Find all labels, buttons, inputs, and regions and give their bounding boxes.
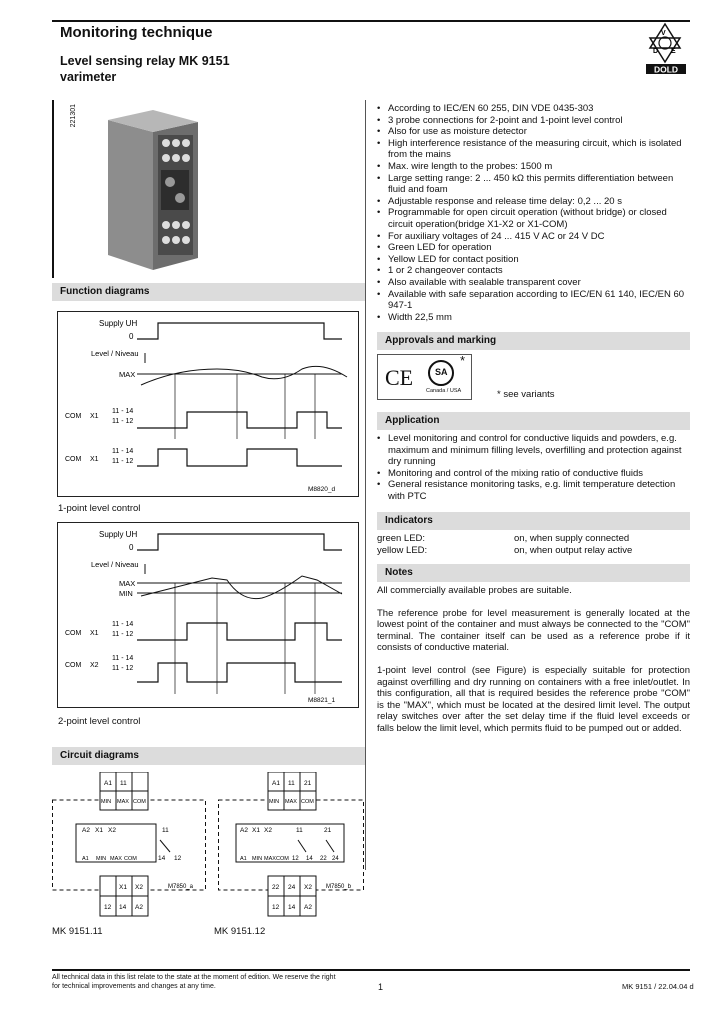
footer-disclaimer [52, 973, 336, 991]
d1-caption: 1-point level control [58, 503, 141, 514]
application-item: • General resistance monitoring tasks, e.g. limit temperature detection with PTC [377, 479, 692, 502]
left-term-bottom: X2 [135, 884, 143, 891]
feature-item: • For auxiliary voltages of 24 ... 415 V AC or 24 V DC [377, 231, 692, 243]
left-term-top: MIN [101, 799, 112, 805]
feature-item: • High interference resistance of the measuring circuit, which is isolated from the mains [377, 138, 692, 161]
d1-contact2-label-b: 11 - 12 [112, 458, 134, 465]
left-term-bottom: A2 [135, 904, 143, 911]
left-term-bottom: 12 [104, 904, 112, 911]
disclaimer-line: for technical improvements and changes at any time. [52, 983, 216, 990]
feature-item: • Max. wire length to the probes: 1500 m [377, 161, 692, 173]
application-list [377, 433, 692, 503]
right-term-mid: X1 [252, 827, 260, 834]
right-term-top: 11 [288, 780, 295, 787]
circuit-right-caption: MK 9151.12 [214, 926, 266, 937]
right-term-bottom: 14 [288, 904, 296, 911]
approval-marks [377, 354, 472, 400]
left-term-bottom: 14 [119, 904, 127, 911]
right-term-low: 24 [332, 856, 339, 862]
left-term-bottom: X1 [119, 884, 127, 891]
left-term-mid: X1 [95, 827, 103, 834]
right-term-top: COM [301, 799, 314, 805]
d2-zero-label: 0 [129, 543, 134, 552]
d2-code: M8821_1 [308, 697, 336, 704]
product-subtitle [60, 53, 230, 85]
d1-contact1-label-b: 11 - 14 [112, 448, 134, 455]
indicator-label: green LED: [377, 533, 426, 544]
left-term-mid: X2 [108, 827, 116, 834]
right-term-bottom: 22 [272, 884, 280, 891]
left-term-low: 14 [158, 855, 166, 862]
indicator-row [377, 545, 690, 557]
feature-item: • 1 or 2 changeover contacts [377, 265, 692, 277]
right-code: M7850_b [326, 884, 352, 890]
function-diagram-1 [57, 311, 359, 497]
indicator-value: on, when output relay active [514, 545, 633, 556]
subtitle-line-1: Level sensing relay MK 9151 [60, 54, 230, 68]
function-diagrams-heading: Function diagrams [52, 283, 365, 301]
notes-body [377, 585, 690, 735]
logo-dold: DOLD [653, 64, 679, 74]
circuit-diagrams-heading: Circuit diagrams [52, 747, 365, 765]
left-term-low: A1 [82, 856, 89, 862]
left-term-mid: 11 [162, 827, 169, 834]
right-term-mid: X2 [264, 827, 272, 834]
right-term-low: 14 [306, 856, 313, 862]
approval-star: * [460, 353, 466, 368]
indicator-label: yellow LED: [377, 545, 428, 556]
d2-caption: 2-point level control [58, 716, 141, 727]
feature-item: • Large setting range: 2 ... 450 kΩ this permits differentiation between fluid and foam [377, 173, 692, 196]
top-rule [52, 20, 690, 22]
right-term-mid: 11 [296, 827, 303, 834]
left-term-low: COM [124, 856, 137, 862]
indicator-value: on, when supply connected [514, 533, 630, 544]
relay-photo [98, 110, 208, 275]
left-term-top: A1 [104, 780, 112, 787]
logo-letter-e: E [671, 48, 676, 55]
right-term-bottom: A2 [304, 904, 312, 911]
left-term-mid: A2 [82, 827, 90, 834]
footer-rule [52, 969, 690, 971]
d2-com-label: COM [65, 630, 82, 637]
right-term-top: 21 [304, 780, 312, 787]
d2-contact1-label-b: 11 - 14 [112, 655, 134, 662]
d1-com-label: COM [65, 413, 82, 420]
d2-max-label: MAX [119, 579, 136, 588]
right-term-bottom: 24 [288, 884, 296, 891]
right-term-mid: 21 [324, 827, 332, 834]
page-number: 1 [378, 982, 384, 992]
d2-level-label: Level / Niveau [91, 560, 139, 569]
right-term-low: 22 [320, 856, 327, 862]
d1-code: M8820_d [308, 486, 336, 493]
d1-x1-label-b: X1 [90, 456, 99, 463]
d1-x1-label: X1 [90, 413, 99, 420]
page-title: Monitoring technique [60, 24, 213, 41]
left-term-top: MAX [117, 799, 129, 805]
photo-code: 221301 [70, 104, 77, 128]
right-term-top: MAX [285, 799, 297, 805]
left-term-low: MAX [110, 856, 122, 862]
logo-letter-v: V [661, 30, 666, 37]
left-term-top: 11 [120, 780, 127, 787]
d2-contact2-label: 11 - 12 [112, 631, 134, 638]
notes-paragraph: All commercially available probes are suitable. [377, 585, 572, 596]
right-term-low: A1 [240, 856, 247, 862]
feature-item: • Green LED for operation [377, 242, 692, 254]
d1-contact1-label: 11 - 14 [112, 408, 134, 415]
d2-contact2-label-b: 11 - 12 [112, 665, 134, 672]
d1-level-label: Level / Niveau [91, 349, 139, 358]
d1-com-label-b: COM [65, 456, 82, 463]
approvals-heading: Approvals and marking [377, 332, 690, 350]
approvals-note: * see variants [497, 389, 555, 400]
indicators-table [377, 533, 690, 557]
column-divider [365, 100, 366, 870]
right-term-bottom: X2 [304, 884, 312, 891]
feature-item: • Also for use as moisture detector [377, 126, 692, 138]
d1-contact2-label: 11 - 12 [112, 418, 134, 425]
right-term-top: A1 [272, 780, 280, 787]
document-code: MK 9151 / 22.04.04 d [622, 982, 694, 991]
circuit-diagram-left [52, 772, 207, 922]
subtitle-line-2: varimeter [60, 70, 117, 84]
d2-contact1-label: 11 - 14 [112, 621, 134, 628]
right-term-low: 12 [292, 856, 299, 862]
feature-item: • Yellow LED for contact position [377, 254, 692, 266]
feature-item: • Adjustable response and release time delay: 0,2 ... 20 s [377, 196, 692, 208]
feature-item: • Available with safe separation according to IEC/EN 61 140, IEC/EN 60 947-1 [377, 289, 692, 312]
notes-paragraph: 1-point level control (see Figure) is especially suitable for protection against overfilling and dry running on containers with a free inlet/outlet. In this configuration, all that is required besides the reference probe "COM" is the "MAX", which must be located at the desired limit level. The output relay switches over after the set delay time if the fluid level exceeds or falls below the limit level, which permits fluid to be pumped out or added. [377, 664, 690, 734]
d2-min-label: MIN [119, 589, 133, 598]
d2-com-label-b: COM [65, 662, 82, 669]
indicators-heading: Indicators [377, 512, 690, 530]
application-item: • Monitoring and control of the mixing ratio of conductive fluids [377, 468, 692, 480]
d1-supply-label: Supply UH [99, 319, 138, 328]
right-term-low: COM [276, 856, 289, 862]
feature-item: • According to IEC/EN 60 255, DIN VDE 0435-303 [377, 103, 692, 115]
d1-max-label: MAX [119, 370, 136, 379]
photo-frame [52, 100, 365, 278]
left-term-low: 12 [174, 855, 182, 862]
feature-list [377, 103, 692, 323]
d2-supply-label: Supply UH [99, 530, 138, 539]
notes-paragraph: The reference probe for level measurement is generally located at the lowest point of the container and must always be connected to the "COM" terminal. The container itself can be used as a reference probe if it consists of conductive material. [377, 607, 690, 654]
right-term-low: MAX [264, 856, 276, 862]
feature-item: • Also available with sealable transparent cover [377, 277, 692, 289]
d1-zero-label: 0 [129, 332, 134, 341]
feature-item: • Programmable for open circuit operation (without bridge) or closed circuit operation(bridge X1-X2 or X1-COM) [377, 207, 692, 230]
application-heading: Application [377, 412, 690, 430]
disclaimer-line: All technical data in this list relate to the state at the moment of edition. We reserve the right [52, 974, 336, 981]
logo-letter-d: D [653, 48, 659, 55]
right-term-bottom: 12 [272, 904, 280, 911]
d2-x1-label: X1 [90, 630, 99, 637]
d2-x2-label: X2 [90, 662, 99, 669]
right-term-low: MIN [252, 856, 263, 862]
right-term-top: MIN [269, 799, 280, 805]
circuit-left-caption: MK 9151.11 [52, 926, 103, 937]
canada-usa-label: Canada / USA [426, 388, 462, 394]
notes-heading: Notes [377, 564, 690, 582]
feature-item: • 3 probe connections for 2-point and 1-point level control [377, 115, 692, 127]
feature-item: • Width 22,5 mm [377, 312, 692, 324]
left-term-top: COM [133, 799, 146, 805]
circuit-diagram-right [218, 772, 365, 922]
csa-text: SA [435, 367, 448, 377]
csa-mark [428, 360, 454, 386]
indicator-row [377, 533, 690, 545]
ce-mark: CE [385, 365, 414, 390]
vde-dold-logo [640, 22, 690, 74]
right-term-mid: A2 [240, 827, 248, 834]
application-item: • Level monitoring and control for conductive liquids and powders, e.g. maximum and minimum filling levels, overfilling and protection against dry running [377, 433, 692, 468]
function-diagram-2 [57, 522, 359, 708]
left-term-low: MIN [96, 856, 107, 862]
left-code: M7850_a [168, 884, 194, 890]
